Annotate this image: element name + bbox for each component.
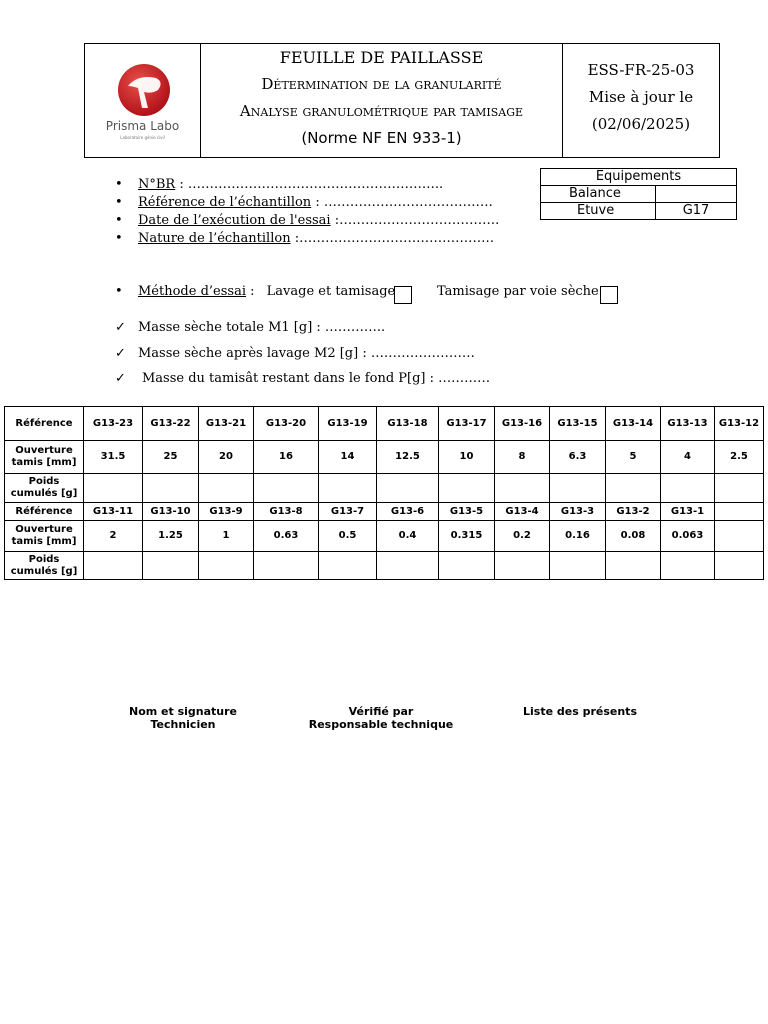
mass-m1: ✓ Masse sèche totale M1 [g] : ………….. bbox=[115, 320, 386, 335]
table-row bbox=[5, 552, 764, 580]
weight-input-cell[interactable] bbox=[84, 474, 143, 503]
technician-signature: Nom et signature Technicien bbox=[128, 705, 238, 731]
weight-input-cell[interactable] bbox=[495, 474, 550, 503]
sieve-opening: 1.25 bbox=[143, 521, 199, 552]
sieve-reference: G13-22 bbox=[143, 407, 199, 441]
row-label-reference: Référence bbox=[5, 503, 84, 521]
weight-input-cell[interactable] bbox=[377, 552, 439, 580]
sieve-reference: G13-16 bbox=[495, 407, 550, 441]
sieve-reference: G13-17 bbox=[439, 407, 495, 441]
weight-input-cell[interactable] bbox=[439, 474, 495, 503]
info-test-date: • Date de l’exécution de l'essai :………………………………. bbox=[115, 213, 500, 228]
equipment-table bbox=[540, 168, 737, 220]
method-option-dry: Tamisage par voie sèche bbox=[437, 284, 599, 299]
sieve-opening: 0.063 bbox=[661, 521, 715, 552]
info-label: Nature de l’échantillon bbox=[138, 231, 291, 246]
norm-reference: (Norme NF EN 933-1) bbox=[301, 129, 462, 147]
info-dots: :……………………………………… bbox=[290, 231, 495, 246]
logo-cell bbox=[85, 44, 201, 157]
info-label: Date de l’exécution de l'essai bbox=[138, 213, 331, 228]
info-sample-ref: • Référence de l’échantillon : ………………………………… bbox=[115, 195, 493, 210]
logo-subtitle: Laboratoire génie civil bbox=[120, 135, 165, 140]
dry-sieving-checkbox[interactable] bbox=[600, 286, 618, 304]
sieve-reference: G13-9 bbox=[199, 503, 254, 521]
equipment-code: G17 bbox=[656, 203, 737, 220]
equipment-name: Balance bbox=[541, 186, 656, 203]
sieve-reference: G13-14 bbox=[606, 407, 661, 441]
weight-input-cell[interactable] bbox=[495, 552, 550, 580]
sieve-opening: 31.5 bbox=[84, 441, 143, 474]
weight-input-cell[interactable] bbox=[143, 474, 199, 503]
equipment-title: Equipements bbox=[541, 169, 737, 186]
method-label: Méthode d’essai bbox=[138, 284, 246, 299]
sieve-reference: G13-21 bbox=[199, 407, 254, 441]
weight-input-cell[interactable] bbox=[439, 552, 495, 580]
sieve-reference: G13-11 bbox=[84, 503, 143, 521]
weight-input-cell[interactable] bbox=[143, 552, 199, 580]
sieve-opening: 2 bbox=[84, 521, 143, 552]
sieve-opening: 0.08 bbox=[606, 521, 661, 552]
weight-input-cell[interactable] bbox=[377, 474, 439, 503]
sieve-reference: G13-23 bbox=[84, 407, 143, 441]
table-row bbox=[5, 521, 764, 552]
checkmark-icon: ✓ bbox=[115, 371, 126, 386]
verification-signature: Vérifié par Responsable technique bbox=[308, 705, 454, 731]
weight-input-cell[interactable] bbox=[606, 474, 661, 503]
sieve-opening: 4 bbox=[661, 441, 715, 474]
row-label-weight: Poids cumulés [g] bbox=[5, 474, 84, 503]
sieve-opening: 1 bbox=[199, 521, 254, 552]
update-label: Mise à jour le bbox=[588, 88, 694, 106]
sieve-reference: G13-13 bbox=[661, 407, 715, 441]
sieve-opening: 14 bbox=[319, 441, 377, 474]
weight-input-cell[interactable] bbox=[319, 552, 377, 580]
attendance-list: Liste des présents bbox=[523, 705, 637, 718]
sieve-reference: G13-10 bbox=[143, 503, 199, 521]
subtitle-determination: Détermination de la granularité bbox=[261, 75, 502, 93]
table-row bbox=[5, 474, 764, 503]
equipment-code bbox=[656, 186, 737, 203]
document-header bbox=[84, 43, 720, 158]
sieve-opening: 0.2 bbox=[495, 521, 550, 552]
info-dots: : ………………………………… bbox=[311, 195, 493, 210]
sieve-opening: 0.315 bbox=[439, 521, 495, 552]
weight-input-cell[interactable] bbox=[319, 474, 377, 503]
info-dots: :………………………………. bbox=[330, 213, 500, 228]
mass-m2: ✓ Masse sèche après lavage M2 [g] : …………………… bbox=[115, 346, 475, 361]
row-label-weight: Poids cumulés [g] bbox=[5, 552, 84, 580]
weight-input-cell[interactable] bbox=[715, 474, 764, 503]
sieve-reference: G13-3 bbox=[550, 503, 606, 521]
table-row bbox=[5, 407, 764, 441]
mass-residue: ✓ Masse du tamisât restant dans le fond P[g] : ………… bbox=[115, 371, 491, 386]
table-row bbox=[5, 441, 764, 474]
sieve-reference: G13-5 bbox=[439, 503, 495, 521]
sieve-reference: G13-19 bbox=[319, 407, 377, 441]
method-option-washing: Lavage et tamisage bbox=[266, 284, 396, 299]
subtitle-analysis: Analyse granulométrique par tamisage bbox=[239, 102, 524, 120]
sieve-opening: 2.5 bbox=[715, 441, 764, 474]
header-meta-cell bbox=[563, 44, 719, 157]
weight-input-cell[interactable] bbox=[199, 552, 254, 580]
weight-input-cell[interactable] bbox=[606, 552, 661, 580]
sieve-table bbox=[4, 406, 764, 580]
info-br: • N°BR : ………………………………………………….. bbox=[115, 177, 444, 192]
weight-input-cell[interactable] bbox=[254, 552, 319, 580]
sieve-reference: G13-18 bbox=[377, 407, 439, 441]
sieve-opening: 8 bbox=[495, 441, 550, 474]
weight-input-cell[interactable] bbox=[661, 552, 715, 580]
sieve-reference: G13-12 bbox=[715, 407, 764, 441]
info-sample-nature: • Nature de l’échantillon :……………………………………… bbox=[115, 231, 495, 246]
sieve-reference: G13-2 bbox=[606, 503, 661, 521]
doc-code: ESS-FR-25-03 bbox=[587, 61, 695, 79]
weight-input-cell[interactable] bbox=[84, 552, 143, 580]
sieve-opening bbox=[715, 521, 764, 552]
header-title-cell bbox=[201, 44, 563, 157]
sieve-opening: 0.16 bbox=[550, 521, 606, 552]
checkmark-icon: ✓ bbox=[115, 320, 126, 335]
info-label: N°BR bbox=[138, 177, 176, 192]
washing-checkbox[interactable] bbox=[394, 286, 412, 304]
sieve-opening: 16 bbox=[254, 441, 319, 474]
page-title: FEUILLE DE PAILLASSE bbox=[279, 48, 484, 67]
sieve-reference: G13-8 bbox=[254, 503, 319, 521]
row-label-reference: Référence bbox=[5, 407, 84, 441]
logo-name: Prisma Labo bbox=[105, 119, 180, 133]
sieve-reference bbox=[715, 503, 764, 521]
row-label-opening: Ouverture tamis [mm] bbox=[5, 441, 84, 474]
checkmark-icon: ✓ bbox=[115, 346, 126, 361]
sieve-opening: 20 bbox=[199, 441, 254, 474]
update-date: (02/06/2025) bbox=[591, 115, 691, 133]
equipment-name: Etuve bbox=[541, 203, 656, 220]
weight-input-cell[interactable] bbox=[661, 474, 715, 503]
weight-input-cell[interactable] bbox=[550, 474, 606, 503]
sieve-reference: G13-6 bbox=[377, 503, 439, 521]
row-label-opening: Ouverture tamis [mm] bbox=[5, 521, 84, 552]
sieve-reference: G13-20 bbox=[254, 407, 319, 441]
sieve-opening: 5 bbox=[606, 441, 661, 474]
sieve-reference: G13-1 bbox=[661, 503, 715, 521]
test-method: • Méthode d’essai : Lavage et tamisage bbox=[115, 284, 396, 299]
sieve-opening: 10 bbox=[439, 441, 495, 474]
sieve-opening: 6.3 bbox=[550, 441, 606, 474]
weight-input-cell[interactable] bbox=[199, 474, 254, 503]
table-row bbox=[5, 503, 764, 521]
sieve-opening: 25 bbox=[143, 441, 199, 474]
sieve-opening: 0.4 bbox=[377, 521, 439, 552]
sieve-reference: G13-15 bbox=[550, 407, 606, 441]
info-label: Référence de l’échantillon bbox=[138, 195, 312, 210]
weight-input-cell[interactable] bbox=[254, 474, 319, 503]
sieve-opening: 0.63 bbox=[254, 521, 319, 552]
sieve-reference: G13-4 bbox=[495, 503, 550, 521]
prisma-logo-icon bbox=[118, 64, 170, 116]
sieve-opening: 12.5 bbox=[377, 441, 439, 474]
sieve-opening: 0.5 bbox=[319, 521, 377, 552]
info-dots: : ………………………………………………….. bbox=[175, 177, 444, 192]
weight-input-cell[interactable] bbox=[550, 552, 606, 580]
sieve-reference: G13-7 bbox=[319, 503, 377, 521]
method-sep: : bbox=[245, 284, 255, 299]
weight-input-cell[interactable] bbox=[715, 552, 764, 580]
